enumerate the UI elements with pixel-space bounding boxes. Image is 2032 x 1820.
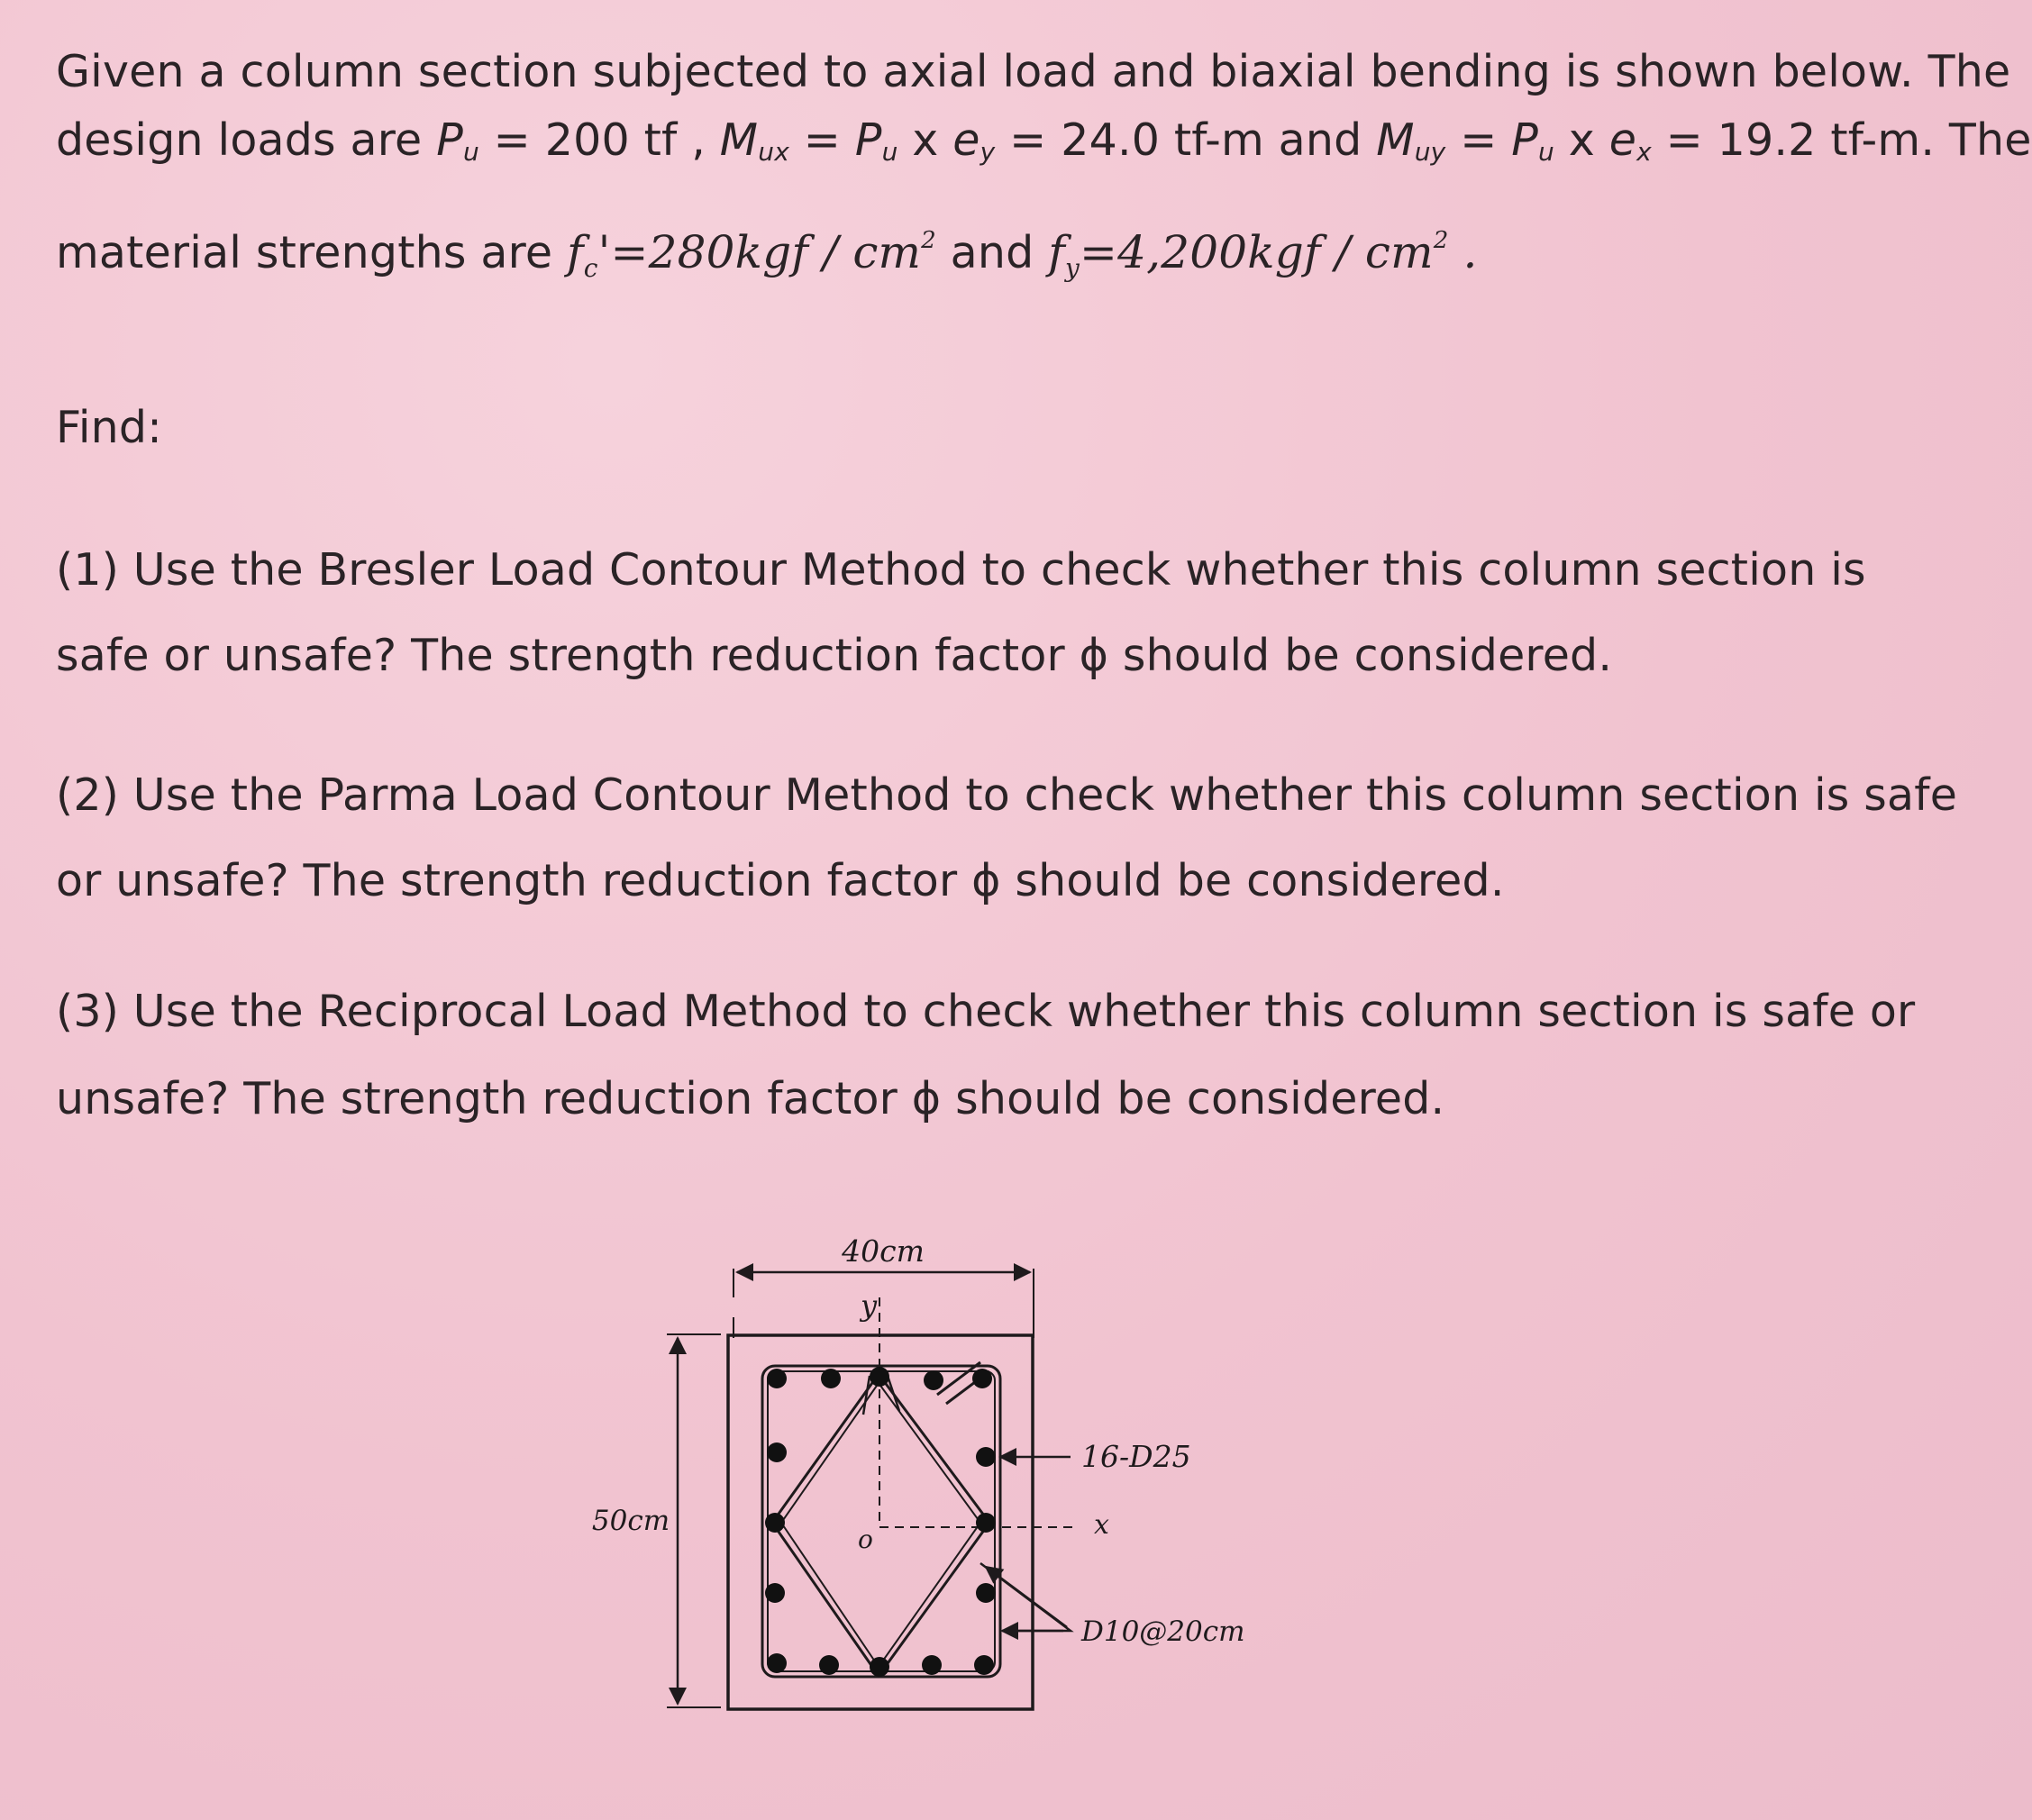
- question-1-line-2: safe or unsafe? The strength reduction factor ϕ should be considered.: [56, 630, 1613, 681]
- material-strengths-line: material strengths are $f_c'=280kgf / cm^2$ and $f_y=4,200kgf / cm^2$ .: [56, 226, 1478, 283]
- question-2-line-2: or unsafe? The strength reduction factor ϕ should be considered.: [56, 855, 1505, 906]
- question-1-line-1: (1) Use the Bresler Load Contour Method to check whether this column section is: [56, 544, 1866, 596]
- rebar: [821, 1369, 841, 1388]
- rebar: [767, 1653, 787, 1673]
- rebar: [870, 1657, 889, 1677]
- intro-line-2: design loads are $P_u = 200$ tf , $M_{ux} = P_u$ x $e_y = 24.0$ tf-m and $M_{uy} = P_u$ x $e_x = 19.2$ tf-m. The: [56, 114, 2032, 167]
- rebar: [972, 1369, 992, 1388]
- rebar: [767, 1442, 787, 1462]
- rebar: [819, 1655, 839, 1675]
- origin-label: o: [858, 1524, 873, 1554]
- rebar: [974, 1655, 994, 1675]
- rebar: [765, 1583, 785, 1603]
- find-label: Find:: [56, 402, 162, 453]
- height-dimension: [592, 1334, 721, 1707]
- y-axis-label: y: [861, 1288, 878, 1323]
- width-dimension: [734, 1233, 1034, 1338]
- rebar: [870, 1367, 889, 1387]
- perimeter-tie: [762, 1366, 1000, 1677]
- diamond-hook-right: [888, 1376, 899, 1411]
- width-label: 40cm: [842, 1233, 925, 1269]
- question-2-line-1: (2) Use the Parma Load Contour Method to check whether this column section is safe: [56, 769, 1958, 821]
- rebar: [924, 1370, 943, 1390]
- tie-leader-arrow-2: [986, 1567, 1067, 1627]
- perimeter-tie-inner: [768, 1371, 995, 1671]
- rebar: [767, 1369, 787, 1388]
- rebar: [922, 1655, 942, 1675]
- diamond-tie: [772, 1374, 989, 1676]
- x-axis-label: x: [1094, 1509, 1109, 1541]
- fy-formula: $f_y=4,200kgf / cm^2$ .: [1048, 226, 1478, 283]
- intro-line-1: Given a column section subjected to axial load and biaxial bending is shown below. The: [56, 46, 2011, 97]
- height-label: 50cm: [591, 1505, 670, 1537]
- rebar: [976, 1447, 996, 1467]
- rebar: [976, 1513, 996, 1533]
- rebar: [765, 1513, 785, 1533]
- question-3-line-1: (3) Use the Reciprocal Load Method to check whether this column section is safe or: [56, 986, 1916, 1037]
- rebar-label: 16-D25: [1081, 1439, 1191, 1474]
- question-3-line-2: unsafe? The strength reduction factor ϕ should be considered.: [56, 1073, 1445, 1124]
- fc-formula: $f_c'=280kgf / cm^2$: [567, 226, 936, 283]
- diamond-tie-inner: [781, 1383, 980, 1667]
- rebar: [976, 1583, 996, 1603]
- tie-label: D10@20cm: [1081, 1615, 1245, 1648]
